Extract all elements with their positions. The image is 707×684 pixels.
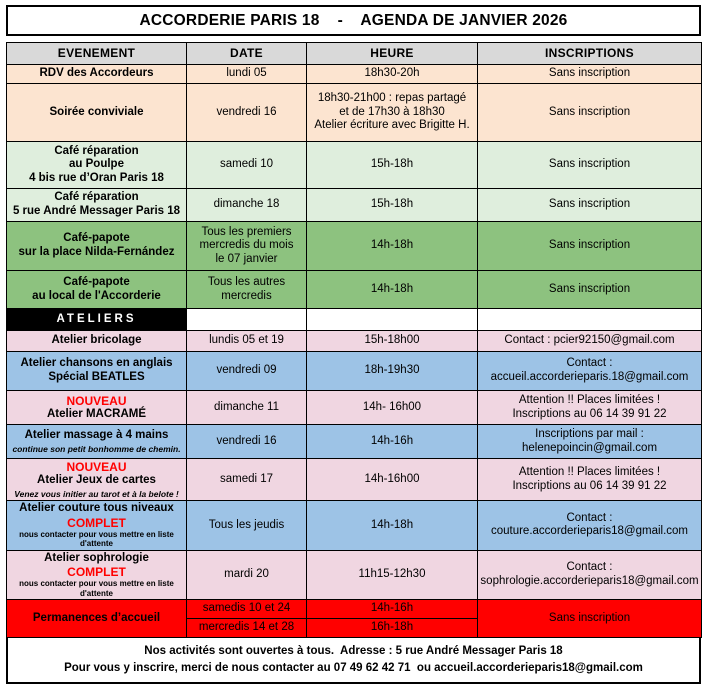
event-signup: Sans inscription — [478, 222, 702, 271]
event-name: Atelier sophrologie — [44, 551, 149, 564]
badge-nouveau: NOUVEAU — [66, 393, 127, 408]
event-note: Venez vous initier au tarot et à la belote ! — [14, 488, 179, 499]
section-divider-ateliers — [7, 309, 702, 331]
event-name: Soirée conviviale — [7, 84, 187, 142]
table-row — [7, 271, 702, 309]
event-note: continue son petit bonhomme de chemin. — [12, 443, 181, 454]
event-time: 18h30-21h00 : repas partagé et de 17h30 à 18h30 Atelier écriture avec Brigitte H. — [307, 84, 478, 142]
event-time: 14h-18h — [307, 501, 478, 551]
table-header-row — [7, 43, 702, 65]
event-date: mercredis 14 et 28 — [187, 619, 307, 638]
event-date: dimanche 11 — [187, 391, 307, 425]
event-time: 15h-18h00 — [307, 331, 478, 352]
event-date: Tous les premiers mercredis du mois le 07 janvier — [187, 222, 307, 271]
table-row — [7, 352, 702, 391]
event-time: 15h-18h — [307, 189, 478, 222]
footer-line-1: Nos activités sont ouvertes à tous. Adresse : 5 rue André Messager Paris 18 — [144, 645, 563, 658]
footer-line-2: Pour vous y inscrire, merci de nous contacter au 07 49 62 42 71 ou accueil.accorderieparis18@gmail.com — [64, 661, 643, 674]
event-time: 14h-18h — [307, 271, 478, 309]
event-note: nous contacter pour vous mettre en liste d'attente — [19, 579, 174, 598]
event-time: 14h- 16h00 — [307, 391, 478, 425]
event-time: 11h15-12h30 — [307, 550, 478, 600]
event-name: Café-papote au local de l'Accorderie — [7, 271, 187, 309]
column-header-event: EVENEMENT — [7, 43, 187, 65]
event-name-cell — [7, 391, 187, 425]
event-name: Café-papote sur la place Nilda-Fernández — [7, 222, 187, 271]
event-name: Atelier massage à 4 mains — [24, 429, 169, 442]
event-date: vendredi 16 — [187, 84, 307, 142]
event-name: Café réparation 5 rue André Messager Paris 18 — [7, 189, 187, 222]
table-row — [7, 65, 702, 84]
event-signup: Attention !! Places limitées ! Inscriptions au 06 14 39 91 22 — [478, 459, 702, 501]
event-note: nous contacter pour vous mettre en liste d'attente — [19, 529, 174, 549]
badge-nouveau: NOUVEAU — [66, 460, 127, 475]
column-header-date: DATE — [187, 43, 307, 65]
event-name-cell — [7, 459, 187, 501]
event-name-cell — [7, 501, 187, 551]
event-signup: Sans inscription — [478, 84, 702, 142]
event-date: Tous les autres mercredis — [187, 271, 307, 309]
event-name: Atelier couture tous niveaux — [19, 502, 174, 514]
table-row — [7, 391, 702, 425]
footer — [6, 638, 701, 683]
column-header-time: HEURE — [307, 43, 478, 65]
column-header-signup: INSCRIPTIONS — [478, 43, 702, 65]
event-signup: Inscriptions par mail : helenepoincin@gmail.com — [478, 425, 702, 459]
status-badge: COMPLET — [67, 565, 126, 580]
table-row — [7, 84, 702, 142]
section-blank-cell — [307, 309, 478, 331]
event-signup: Sans inscription — [478, 600, 702, 638]
event-time: 18h-19h30 — [307, 352, 478, 391]
event-name: Atelier Jeux de cartes — [37, 474, 156, 487]
event-name-cell — [7, 425, 187, 459]
event-name: RDV des Accordeurs — [7, 65, 187, 84]
event-date: Tous les jeudis — [187, 501, 307, 551]
event-signup: Contact : couture.accorderieparis18@gmail.com — [478, 501, 702, 551]
event-signup: Sans inscription — [478, 271, 702, 309]
event-signup: Sans inscription — [478, 189, 702, 222]
event-time: 14h-16h00 — [307, 459, 478, 501]
event-date: dimanche 18 — [187, 189, 307, 222]
page-title — [6, 5, 701, 36]
event-time: 14h-18h — [307, 222, 478, 271]
page-title-text: ACCORDERIE PARIS 18 - AGENDA DE JANVIER 2026 — [139, 11, 568, 29]
event-time: 14h-16h — [307, 600, 478, 619]
section-blank-cell — [478, 309, 702, 331]
event-date: lundis 05 et 19 — [187, 331, 307, 352]
table-row — [7, 331, 702, 352]
event-date: samedi 17 — [187, 459, 307, 501]
section-blank-cell — [187, 309, 307, 331]
event-time: 15h-18h — [307, 142, 478, 189]
event-signup: Contact : pcier92150@gmail.com — [478, 331, 702, 352]
event-signup: Contact : accueil.accorderieparis.18@gmail.com — [478, 352, 702, 391]
event-name: Permanences d’accueil — [7, 600, 187, 638]
table-row — [7, 600, 702, 619]
table-row — [7, 142, 702, 189]
event-date: mardi 20 — [187, 550, 307, 600]
event-signup: Sans inscription — [478, 65, 702, 84]
event-name: Atelier chansons en anglais Spécial BEATLES — [7, 352, 187, 391]
event-date: vendredi 16 — [187, 425, 307, 459]
event-name: Atelier MACRAMÉ — [46, 407, 147, 420]
event-name: Café réparation au Poulpe 4 bis rue d’Oran Paris 18 — [7, 142, 187, 189]
table-row — [7, 222, 702, 271]
table-row — [7, 459, 702, 501]
event-date: samedi 10 — [187, 142, 307, 189]
event-date: vendredi 09 — [187, 352, 307, 391]
event-name-cell — [7, 550, 187, 600]
table-row — [7, 501, 702, 551]
event-time: 16h-18h — [307, 619, 478, 638]
table-row — [7, 425, 702, 459]
event-name: Atelier bricolage — [7, 331, 187, 352]
event-time: 18h30-20h — [307, 65, 478, 84]
status-badge: COMPLET — [67, 515, 126, 530]
event-date: lundi 05 — [187, 65, 307, 84]
event-signup: Contact : sophrologie.accorderieparis18@gmail.com — [478, 550, 702, 600]
event-signup: Attention !! Places limitées ! Inscriptions au 06 14 39 91 22 — [478, 391, 702, 425]
table-row — [7, 550, 702, 600]
event-date: samedis 10 et 24 — [187, 600, 307, 619]
agenda-table — [6, 42, 702, 638]
agenda-page — [0, 5, 707, 679]
event-signup: Sans inscription — [478, 142, 702, 189]
table-row — [7, 189, 702, 222]
event-time: 14h-16h — [307, 425, 478, 459]
section-label-ateliers: ATELIERS — [7, 309, 187, 331]
